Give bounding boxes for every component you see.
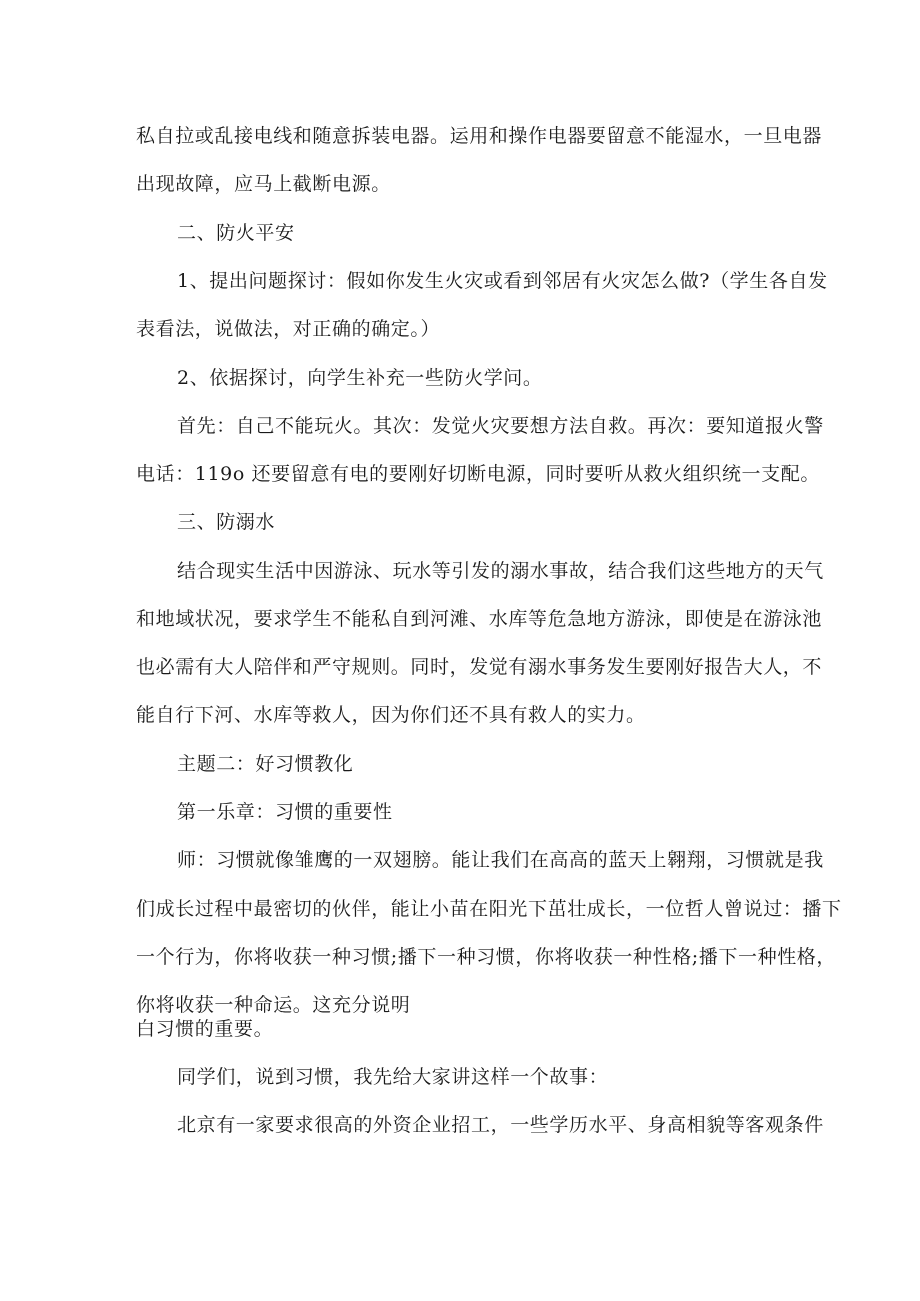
paragraph-line: 表看法，说做法，对正确的确定。） [136,318,441,340]
paragraph-line: 首先：自己不能玩火。其次：发觉火灾要想方法自救。再次：要知道报火警 [177,415,824,437]
paragraph-line: 北京有一家要求很高的外资企业招工，一些学历水平、身高相貌等客观条件 [177,1114,824,1136]
paragraph-line: 们成长过程中最密切的伙伴，能让小苗在阳光下茁壮成长，一位哲人曾说过：播下 [136,898,842,920]
paragraph-line: 出现故障，应马上截断电源。 [136,173,391,195]
paragraph-line: 你将收获一种命运。这充分说明 [136,994,411,1016]
paragraph-line: 也必需有大人陪伴和严守规则。同时，发觉有溺水事务发生要刚好报告大人，不 [136,656,823,678]
paragraph-line: 和地域状况，要求学生不能私自到河滩、水库等危急地方游泳，即使是在游泳池 [136,608,823,630]
paragraph-line: 结合现实生活中因游泳、玩水等引发的溺水事故，结合我们这些地方的天气 [177,560,824,582]
paragraph-line: 电话：119o 还要留意有电的要刚好切断电源，同时要听从救火组织统一支配。 [136,463,820,485]
section-heading: 三、防溺水 [177,511,276,533]
paragraph-line: 能自行下河、水库等救人，因为你们还不具有救人的实力。 [136,704,646,726]
paragraph-line: 白习惯的重要。 [136,1018,274,1040]
paragraph-line: 同学们，说到习惯，我先给大家讲这样一个故事： [177,1066,609,1088]
paragraph-line: 1、提出问题探讨：假如你发生火灾或看到邻居有火灾怎么做?（学生各自发 [177,270,828,292]
paragraph-line: 一个行为，你将收获一种习惯;播下一种习惯，你将收获一种性格;播下一种性格， [136,946,837,968]
paragraph-line: 师：习惯就像雏鹰的一双翅膀。能让我们在高高的蓝天上翱翔，习惯就是我 [177,849,824,871]
section-heading: 主题二：好习惯教化 [177,753,354,775]
paragraph-line: 2、依据探讨，向学生补充一些防火学问。 [177,367,543,389]
paragraph-line: 私自拉或乱接电线和随意拆装电器。运用和操作电器要留意不能湿水，一旦电器 [136,125,823,147]
section-heading: 二、防火平安 [177,222,295,244]
section-heading: 第一乐章：习惯的重要性 [177,801,393,823]
